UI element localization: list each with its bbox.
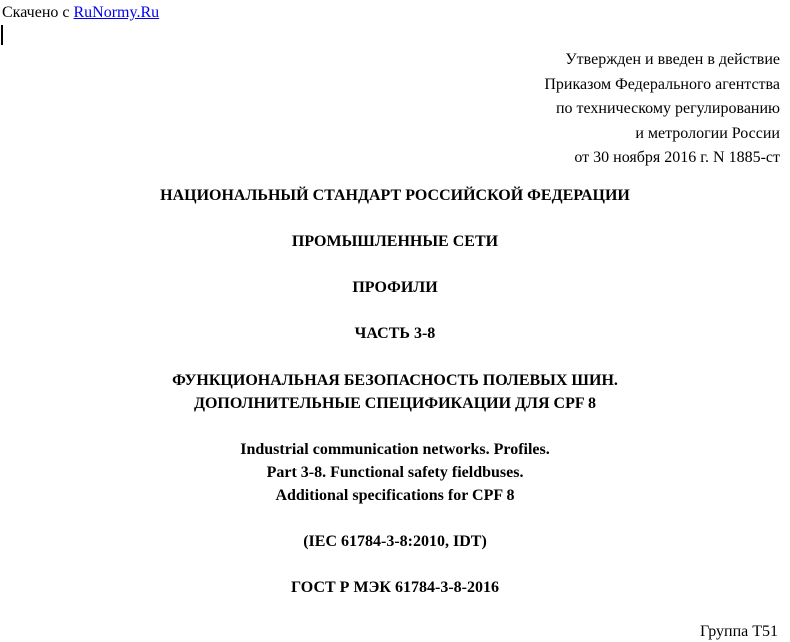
english-title bbox=[0, 438, 790, 507]
national-standard-text: НАЦИОНАЛЬНЫЙ СТАНДАРТ РОССИЙСКОЙ ФЕДЕРАЦИИ bbox=[160, 187, 630, 204]
text-cursor bbox=[1, 25, 3, 45]
gost-designation-text: ГОСТ Р МЭК 61784-3-8-2016 bbox=[291, 579, 499, 596]
title-part bbox=[0, 322, 790, 345]
runormy-link[interactable]: RuNormy.Ru bbox=[73, 4, 160, 21]
iec-reference-text: (IEC 61784-3-8:2010, IDT) bbox=[303, 533, 487, 550]
approval-line: по техническому регулированию bbox=[555, 100, 780, 117]
group-code: Группа Т51 bbox=[699, 623, 778, 640]
title-profiles-text: ПРОФИЛИ bbox=[352, 279, 438, 296]
national-standard-heading bbox=[0, 184, 790, 207]
iec-reference bbox=[0, 530, 790, 553]
title-functional-safety bbox=[0, 369, 790, 415]
approval-line: Приказом Федерального агентства bbox=[544, 75, 780, 93]
approval-line: и метрологии России bbox=[635, 124, 780, 142]
english-title-line: Industrial communication networks. Profiles. bbox=[240, 441, 550, 458]
title-functional-safety-line: ДОПОЛНИТЕЛЬНЫЕ СПЕЦИФИКАЦИИ ДЛЯ CPF 8 bbox=[193, 395, 597, 412]
download-prefix: Скачено с bbox=[2, 4, 74, 21]
approval-line: от 30 ноября 2016 г. N 1885-ст bbox=[574, 149, 780, 166]
title-functional-safety-line: ФУНКЦИОНАЛЬНАЯ БЕЗОПАСНОСТЬ ПОЛЕВЫХ ШИН. bbox=[172, 372, 618, 389]
gost-designation bbox=[0, 576, 790, 599]
title-industrial-networks bbox=[0, 230, 790, 253]
download-source-line bbox=[2, 3, 159, 23]
approval-line: Утвержден и введен в действие bbox=[565, 51, 780, 68]
title-industrial-networks-text: ПРОМЫШЛЕННЫЕ СЕТИ bbox=[291, 233, 499, 250]
approval-block bbox=[544, 48, 780, 171]
title-profiles bbox=[0, 276, 790, 299]
english-title-line: Additional specifications for CPF 8 bbox=[275, 487, 515, 504]
title-part-text: ЧАСТЬ 3-8 bbox=[354, 325, 436, 342]
english-title-line: Part 3-8. Functional safety fieldbuses. bbox=[266, 464, 524, 481]
